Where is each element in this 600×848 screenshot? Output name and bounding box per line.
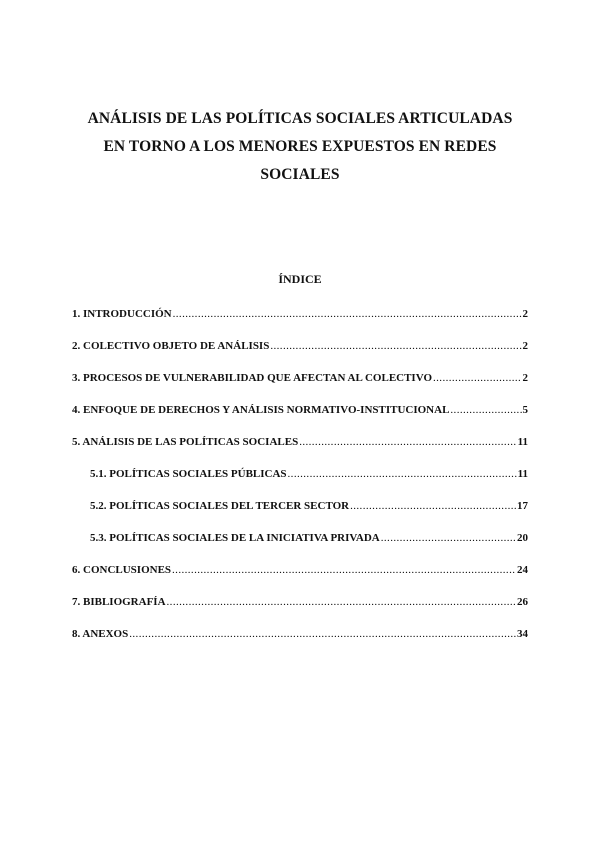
toc-entry-iniciativa-privada[interactable]: [90, 532, 528, 550]
toc-entry-page: 5: [522, 404, 528, 416]
toc-entry-page: 11: [517, 468, 528, 480]
toc-entry-conclusiones[interactable]: [72, 564, 528, 582]
toc-entry-page: 2: [522, 372, 528, 384]
title-line: ANÁLISIS DE LAS POLÍTICAS SOCIALES ARTICULADAS: [87, 110, 513, 127]
toc-entry-colectivo[interactable]: [72, 340, 528, 358]
toc-entry-label: 5.1. POLÍTICAS SOCIALES PÚBLICAS: [90, 468, 287, 480]
toc-leader-dots: [172, 564, 516, 576]
toc-leader-dots: [173, 308, 522, 320]
toc-entry-label: 5.3. POLÍTICAS SOCIALES DE LA INICIATIVA PRIVADA: [90, 532, 380, 544]
toc-leader-dots: [270, 340, 521, 352]
toc-entry-page: 24: [517, 564, 528, 576]
toc-leader-dots: [433, 372, 522, 384]
toc-leader-dots: [299, 436, 516, 448]
toc-entry-introduccion[interactable]: [72, 308, 528, 326]
toc-entry-page: 2: [522, 340, 528, 352]
toc-entry-label: 3. PROCESOS DE VULNERABILIDAD QUE AFECTAN AL COLECTIVO: [72, 372, 432, 384]
toc-entry-label: 6. CONCLUSIONES: [72, 564, 172, 576]
toc-entry-page: 20: [517, 532, 528, 544]
toc-entry-label: 4. ENFOQUE DE DERECHOS Y ANÁLISIS NORMATIVO-INSTITUCIONAL: [72, 404, 450, 416]
toc-entry-label: 1. INTRODUCCIÓN: [72, 308, 172, 320]
toc-entry-enfoque[interactable]: [72, 404, 528, 422]
toc-entry-anexos[interactable]: [72, 628, 528, 646]
toc-entry-label: 2. COLECTIVO OBJETO DE ANÁLISIS: [72, 340, 270, 352]
toc-entry-procesos[interactable]: [72, 372, 528, 390]
toc-entry-label: 8. ANEXOS: [72, 628, 129, 640]
toc-leader-dots: [450, 404, 521, 416]
toc-entry-page: 34: [517, 628, 528, 640]
toc-entry-bibliografia[interactable]: [72, 596, 528, 614]
toc-entry-label: 7. BIBLIOGRAFÍA: [72, 596, 166, 608]
toc-entry-publicas[interactable]: [90, 468, 528, 486]
toc-heading: ÍNDICE: [278, 272, 322, 286]
title-line: SOCIALES: [260, 166, 340, 183]
title-line: EN TORNO A LOS MENORES EXPUESTOS EN REDES: [103, 138, 497, 155]
toc-entry-page: 26: [517, 596, 528, 608]
toc-leader-dots: [167, 596, 516, 608]
toc-entry-analisis[interactable]: [72, 436, 528, 454]
toc-entry-tercer-sector[interactable]: [90, 500, 528, 518]
toc-entry-page: 2: [522, 308, 528, 320]
toc-leader-dots: [129, 628, 516, 640]
toc-entry-label: 5. ANÁLISIS DE LAS POLÍTICAS SOCIALES: [72, 436, 299, 448]
document-title: [60, 105, 540, 189]
toc-entry-label: 5.2. POLÍTICAS SOCIALES DEL TERCER SECTOR: [90, 500, 350, 512]
toc-leader-dots: [381, 532, 516, 544]
toc-entry-page: 11: [517, 436, 528, 448]
toc-leader-dots: [288, 468, 517, 480]
toc-leader-dots: [350, 500, 516, 512]
toc-entry-page: 17: [517, 500, 528, 512]
